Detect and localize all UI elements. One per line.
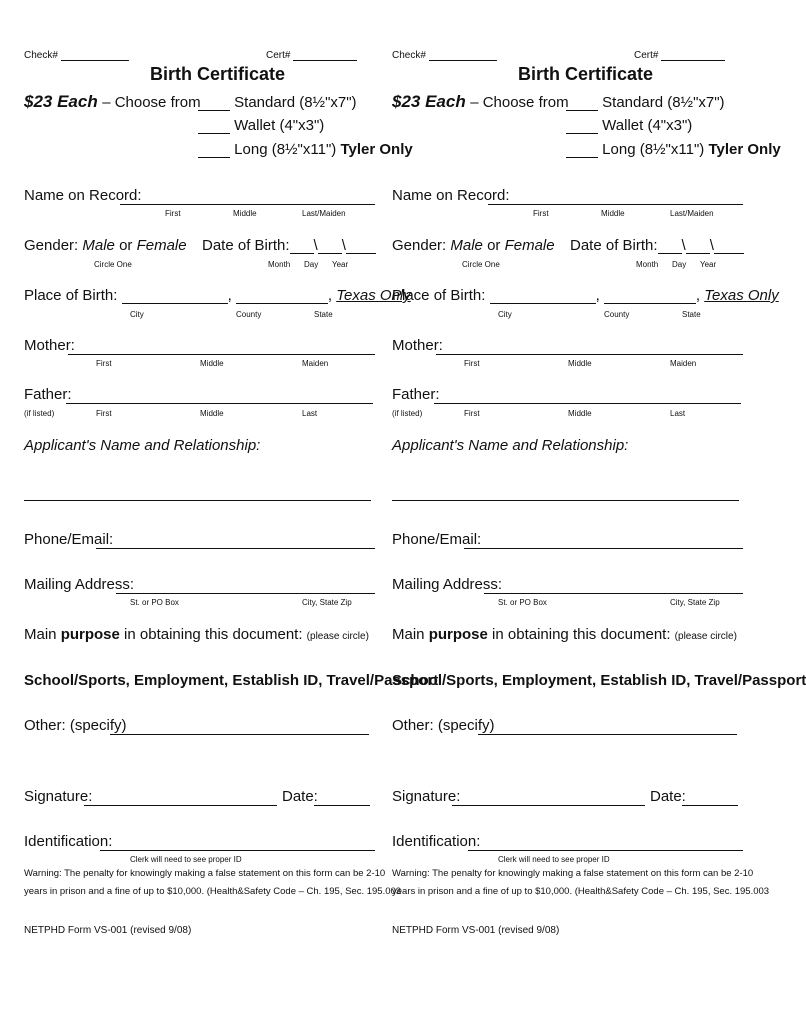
father-first-hint: First: [96, 409, 112, 418]
last-maiden-hint: Last/Maiden: [670, 209, 714, 218]
long-checkbox[interactable]: [566, 143, 598, 158]
father-first-hint: First: [464, 409, 480, 418]
dob-field: Date of Birth: \ \: [202, 237, 376, 254]
date-input[interactable]: [314, 805, 370, 806]
mother-input[interactable]: [436, 354, 743, 355]
day-hint: Day: [672, 260, 687, 269]
applicant-label: Applicant's Name and Relationship:: [24, 437, 261, 454]
name-on-record-input[interactable]: [120, 204, 375, 205]
form-id: NETPHD Form VS-001 (revised 9/08): [24, 925, 192, 936]
dob-day-input[interactable]: [686, 239, 710, 254]
option-wallet: Wallet (4"x3"): [198, 117, 324, 134]
city-hint: City: [498, 310, 512, 319]
applicant-label: Applicant's Name and Relationship:: [392, 437, 629, 454]
date-label: Date:: [282, 788, 318, 805]
phone-email-input[interactable]: [464, 548, 743, 549]
identification-label: Identification:: [392, 833, 481, 850]
place-of-birth-field: Place of Birth: , , Texas Only: [392, 287, 779, 304]
year-hint: Year: [332, 260, 349, 269]
circle-one-hint: Circle One: [94, 260, 132, 269]
dob-month-input[interactable]: [290, 239, 314, 254]
birth-county-input[interactable]: [236, 289, 328, 304]
name-on-record-label: Name on Record:: [392, 187, 510, 204]
wallet-checkbox[interactable]: [198, 119, 230, 134]
birth-county-input[interactable]: [604, 289, 696, 304]
form-title: Birth Certificate: [150, 64, 286, 84]
middle-hint: Middle: [233, 209, 257, 218]
father-input[interactable]: [66, 403, 373, 404]
mailing-address-label: Mailing Address:: [392, 576, 503, 593]
other-specify-label: Other: (specify): [392, 717, 495, 734]
phone-email-label: Phone/Email:: [24, 531, 114, 548]
long-checkbox[interactable]: [198, 143, 230, 158]
warning-line-2: years in prison and a fine of up to $10,000. (Health&Safety Code – Ch. 195, Sec. 195.003: [392, 886, 770, 897]
name-on-record-input[interactable]: [488, 204, 743, 205]
dob-year-input[interactable]: [714, 239, 744, 254]
applicant-input[interactable]: [24, 500, 371, 501]
option-standard: Standard (8½"x7"): [198, 94, 357, 111]
date-input[interactable]: [682, 805, 738, 806]
city-hint: City: [130, 310, 144, 319]
signature-label: Signature:: [24, 788, 93, 805]
year-hint: Year: [700, 260, 717, 269]
father-input[interactable]: [434, 403, 741, 404]
wallet-checkbox[interactable]: [566, 119, 598, 134]
street-hint: St. or PO Box: [498, 598, 547, 607]
mailing-address-label: Mailing Address:: [24, 576, 135, 593]
purpose-line: Main purpose in obtaining this document: (please circle): [24, 626, 369, 643]
other-specify-label: Other: (specify): [24, 717, 127, 734]
mailing-address-input[interactable]: [116, 593, 375, 594]
first-hint: First: [533, 209, 549, 218]
gender-field: Gender: Male or Female: [392, 237, 555, 254]
identification-input[interactable]: [468, 850, 743, 851]
last-maiden-hint: Last/Maiden: [302, 209, 346, 218]
warning-line-1: Warning: The penalty for knowingly making a false statement on this form can be 2-10: [392, 868, 754, 879]
phone-email-input[interactable]: [96, 548, 375, 549]
birth-certificate-form-right: [392, 0, 806, 1024]
mother-maiden-hint: Maiden: [302, 359, 329, 368]
purpose-options[interactable]: School/Sports, Employment, Establish ID, Travel/Passport: [392, 672, 806, 689]
option-long: Long (8½"x11") Tyler Only: [566, 141, 781, 158]
warning-line-1: Warning: The penalty for knowingly making a false statement on this form can be 2-10: [24, 868, 386, 879]
month-hint: Month: [636, 260, 659, 269]
father-middle-hint: Middle: [200, 409, 224, 418]
purpose-line: Main purpose in obtaining this document: (please circle): [392, 626, 737, 643]
mother-maiden-hint: Maiden: [670, 359, 697, 368]
place-of-birth-field: Place of Birth: , , Texas Only: [24, 287, 411, 304]
mailing-address-input[interactable]: [484, 593, 743, 594]
cert-field: Cert#: [634, 46, 725, 61]
check-field: Check#: [24, 46, 129, 61]
purpose-options[interactable]: School/Sports, Employment, Establish ID, Travel/Passport: [24, 672, 439, 689]
female-option[interactable]: Female: [504, 237, 555, 254]
county-hint: County: [604, 310, 630, 319]
phone-email-label: Phone/Email:: [392, 531, 482, 548]
price-line: $23 Each – Choose from: [24, 92, 201, 111]
birth-city-input[interactable]: [122, 289, 228, 304]
dob-field: Date of Birth: \ \: [570, 237, 744, 254]
option-wallet: Wallet (4"x3"): [566, 117, 692, 134]
form-id: NETPHD Form VS-001 (revised 9/08): [392, 925, 560, 936]
state-hint: State: [314, 310, 333, 319]
cert-input[interactable]: [293, 46, 357, 61]
standard-checkbox[interactable]: [198, 96, 230, 111]
mother-first-hint: First: [96, 359, 112, 368]
identification-label: Identification:: [24, 833, 113, 850]
circle-one-hint: Circle One: [462, 260, 500, 269]
option-standard: Standard (8½"x7"): [566, 94, 725, 111]
father-last-hint: Last: [670, 409, 686, 418]
male-option[interactable]: Male: [82, 237, 115, 254]
mother-middle-hint: Middle: [568, 359, 592, 368]
street-hint: St. or PO Box: [130, 598, 179, 607]
if-listed-hint: (if listed): [24, 409, 55, 418]
state-hint: State: [682, 310, 701, 319]
county-hint: County: [236, 310, 262, 319]
check-input[interactable]: [61, 46, 129, 61]
father-label: Father:: [24, 386, 72, 403]
mother-input[interactable]: [68, 354, 375, 355]
if-listed-hint: (if listed): [392, 409, 423, 418]
check-field: Check#: [392, 46, 497, 61]
warning-line-2: years in prison and a fine of up to $10,000. (Health&Safety Code – Ch. 195, Sec. 195.003: [24, 886, 402, 897]
female-option[interactable]: Female: [136, 237, 187, 254]
mother-label: Mother:: [24, 337, 75, 354]
applicant-input[interactable]: [392, 500, 739, 501]
dob-year-input[interactable]: [346, 239, 376, 254]
signature-label: Signature:: [392, 788, 461, 805]
city-state-zip-hint: City, State Zip: [302, 598, 352, 607]
signature-input[interactable]: [452, 805, 645, 806]
clerk-note: Clerk will need to see proper ID: [130, 855, 242, 864]
middle-hint: Middle: [601, 209, 625, 218]
mother-middle-hint: Middle: [200, 359, 224, 368]
cert-field: Cert#: [266, 46, 357, 61]
other-specify-input[interactable]: [478, 734, 737, 735]
father-middle-hint: Middle: [568, 409, 592, 418]
date-label: Date:: [650, 788, 686, 805]
gender-field: Gender: Male or Female: [24, 237, 187, 254]
month-hint: Month: [268, 260, 291, 269]
day-hint: Day: [304, 260, 319, 269]
birth-certificate-form-left: [24, 0, 439, 1024]
mother-label: Mother:: [392, 337, 443, 354]
clerk-note: Clerk will need to see proper ID: [498, 855, 610, 864]
mother-first-hint: First: [464, 359, 480, 368]
city-state-zip-hint: City, State Zip: [670, 598, 720, 607]
signature-input[interactable]: [84, 805, 277, 806]
identification-input[interactable]: [100, 850, 375, 851]
male-option[interactable]: Male: [450, 237, 483, 254]
form-title: Birth Certificate: [518, 64, 654, 84]
father-label: Father:: [392, 386, 440, 403]
check-input[interactable]: [429, 46, 497, 61]
option-long: Long (8½"x11") Tyler Only: [198, 141, 413, 158]
birth-city-input[interactable]: [490, 289, 596, 304]
standard-checkbox[interactable]: [566, 96, 598, 111]
father-last-hint: Last: [302, 409, 318, 418]
name-on-record-label: Name on Record:: [24, 187, 142, 204]
cert-input[interactable]: [661, 46, 725, 61]
other-specify-input[interactable]: [110, 734, 369, 735]
price-line: $23 Each – Choose from: [392, 92, 569, 111]
dob-day-input[interactable]: [318, 239, 342, 254]
first-hint: First: [165, 209, 181, 218]
dob-month-input[interactable]: [658, 239, 682, 254]
